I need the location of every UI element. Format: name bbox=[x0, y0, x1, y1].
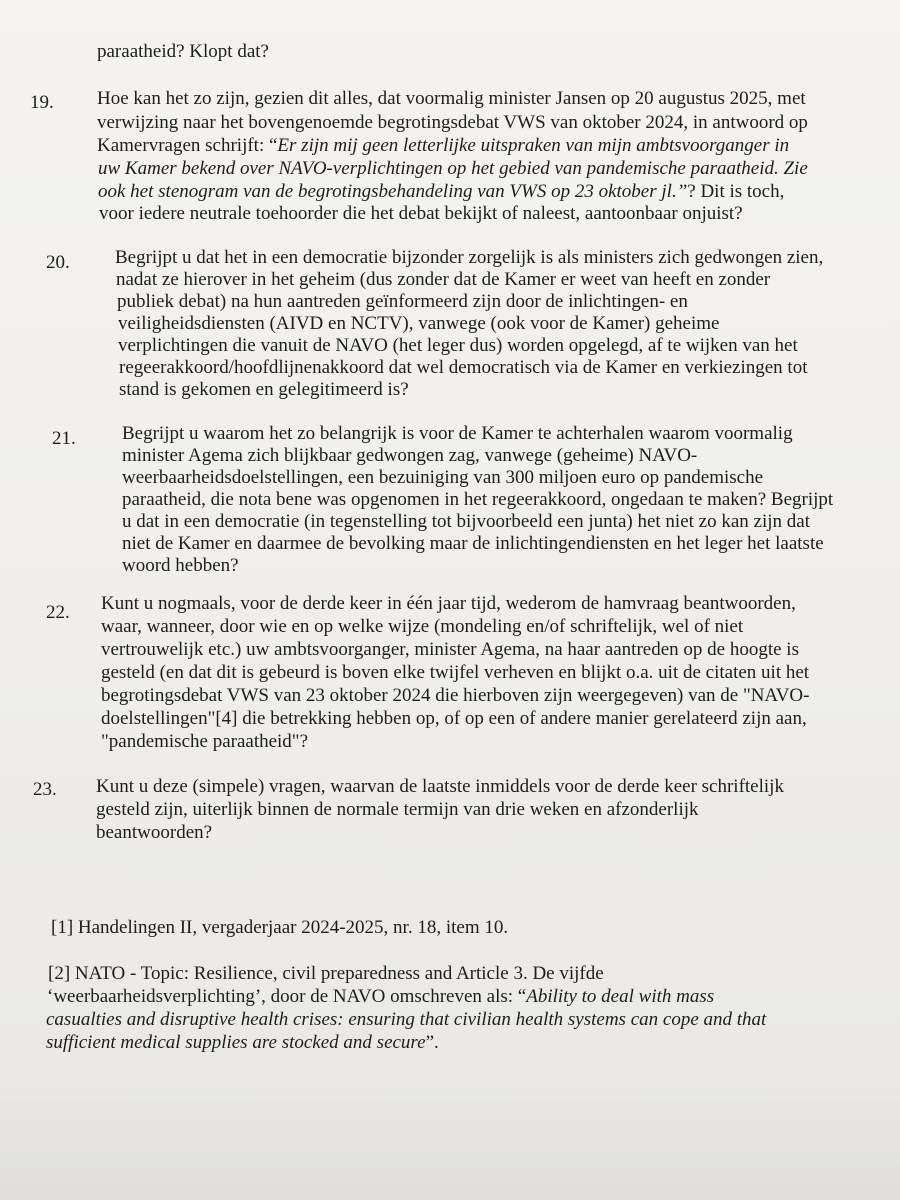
question-21-number: 21. bbox=[52, 428, 76, 449]
question-21-line: woord hebben? bbox=[122, 555, 239, 576]
quote-italic: Ability to deal with mass bbox=[526, 986, 715, 1007]
question-20-number: 20. bbox=[46, 252, 70, 273]
question-22-line: vertrouwelijk etc.) uw ambtsvoorganger, minister Agema, na haar aantreden op de hoogte is bbox=[101, 639, 799, 660]
footnote-2-line: sufficient medical supplies are stocked and secure”. bbox=[46, 1032, 439, 1053]
question-21-line: weerbaarheidsdoelstellingen, een bezuiniging van 300 miljoen euro op pandemische bbox=[122, 467, 764, 488]
footnote-1: [1] Handelingen II, vergaderjaar 2024-2025, nr. 18, item 10. bbox=[51, 917, 509, 938]
question-23-line: Kunt u deze (simpele) vragen, waarvan de laatste inmiddels voor de derde keer schriftelijk bbox=[96, 776, 784, 797]
question-19-line: ook het stenogram van de begrotingsbehandeling van VWS op 23 oktober jl.”? Dit is toch, bbox=[98, 181, 785, 202]
question-21-line: paraatheid, die nota bene was opgenomen in het regeerakkoord, ongedaan te maken? Begrijpt bbox=[122, 489, 834, 510]
question-22-line: begrotingsdebat VWS van 23 oktober 2024 die hierboven zijn weergegeven) van de "NAVO- bbox=[101, 685, 810, 706]
quote-italic: sufficient medical supplies are stocked and secure bbox=[46, 1032, 426, 1053]
question-19-line: Hoe kan het zo zijn, gezien dit alles, dat voormalig minister Jansen op 20 augustus 2025, met bbox=[97, 88, 806, 109]
question-22-line: Kunt u nogmaals, voor de derde keer in één jaar tijd, wederom de hamvraag beantwoorden, bbox=[101, 593, 796, 614]
page-shadow bbox=[0, 1080, 900, 1200]
quote-italic: casualties and disruptive health crises: ensuring that civilian health systems can cope and that bbox=[46, 1009, 767, 1030]
question-19-line bbox=[98, 157, 808, 181]
top-fragment: paraatheid? Klopt dat? bbox=[97, 41, 269, 62]
question-20-line: regeerakkoord/hoofdlijnenakkoord dat wel democratisch via de Kamer en verkiezingen tot bbox=[119, 357, 808, 378]
footnote-2-line bbox=[46, 1008, 766, 1032]
question-19-line: verwijzing naar het bovengenoemde begrotingsdebat VWS van oktober 2024, in antwoord op bbox=[97, 112, 808, 133]
question-23-number: 23. bbox=[33, 779, 57, 800]
question-22-line: "pandemische paraatheid"? bbox=[101, 731, 308, 752]
question-21-line: u dat in een democratie (in tegenstelling tot bijvoorbeeld een junta) het niet zo kan zijn dat bbox=[122, 511, 810, 532]
question-20-line: stand is gekomen en gelegitimeerd is? bbox=[119, 379, 409, 400]
quote-italic: Er zijn mij geen letterlijke uitspraken van mijn ambtsvoorganger in bbox=[277, 135, 790, 156]
question-19-number: 19. bbox=[30, 92, 54, 113]
question-22-number: 22. bbox=[46, 602, 70, 623]
question-20-line: nadat ze hierover in het geheim (dus zonder dat de Kamer er weet van heeft en zonder bbox=[116, 269, 771, 290]
quote-italic: ook het stenogram van de begrotingsbehandeling van VWS op 23 oktober jl.” bbox=[98, 181, 688, 202]
footnote-2-line: [2] NATO - Topic: Resilience, civil preparedness and Article 3. De vijfde bbox=[48, 963, 604, 984]
question-22-line: doelstellingen"[4] die betrekking hebben op, of op een of andere manier gerelateerd zijn aan, bbox=[101, 708, 807, 729]
footnote-2-line: ‘weerbaarheidsverplichting’, door de NAVO omschreven als: “Ability to deal with mass bbox=[47, 986, 715, 1007]
question-20-line: verplichtingen die vanuit de NAVO (het leger dus) worden opgelegd, af te wijken van het bbox=[118, 335, 798, 356]
question-19-line: voor iedere neutrale toehoorder die het debat bekijkt of naleest, aantoonbaar onjuist? bbox=[99, 203, 743, 224]
question-19-line: Kamervragen schrijft: “Er zijn mij geen letterlijke uitspraken van mijn ambtsvoorganger in bbox=[97, 135, 790, 156]
question-23-line: gesteld zijn, uiterlijk binnen de normale termijn van drie weken en afzonderlijk bbox=[96, 799, 699, 820]
question-21-line: niet de Kamer en daarmee de bevolking maar de inlichtingendiensten en het leger het laatste bbox=[122, 533, 824, 554]
question-22-line: waar, wanneer, door wie en op welke wijze (mondeling en/of schriftelijk, wel of niet bbox=[101, 616, 744, 637]
quote-italic: uw Kamer bekend over NAVO-verplichtingen op het gebied van pandemische paraatheid. Zie bbox=[98, 158, 808, 179]
question-20-line: Begrijpt u dat het in een democratie bijzonder zorgelijk is als ministers zich gedwongen zien, bbox=[115, 247, 824, 268]
question-21-line: minister Agema zich blijkbaar gedwongen zag, vanwege (geheime) NAVO- bbox=[122, 445, 698, 466]
question-20-line: publiek debat) na hun aantreden geïnformeerd zijn door de inlichtingen- en bbox=[117, 291, 688, 312]
question-20-line: veiligheidsdiensten (AIVD en NCTV), vanwege (ook voor de Kamer) geheime bbox=[118, 313, 720, 334]
question-22-line: gesteld (en dat dit is gebeurd is boven elke twijfel verheven en blijkt o.a. uit de citaten uit het bbox=[101, 662, 810, 683]
question-21-line: Begrijpt u waarom het zo belangrijk is voor de Kamer te achterhalen waarom voormalig bbox=[122, 423, 793, 444]
question-23-line: beantwoorden? bbox=[96, 822, 213, 843]
